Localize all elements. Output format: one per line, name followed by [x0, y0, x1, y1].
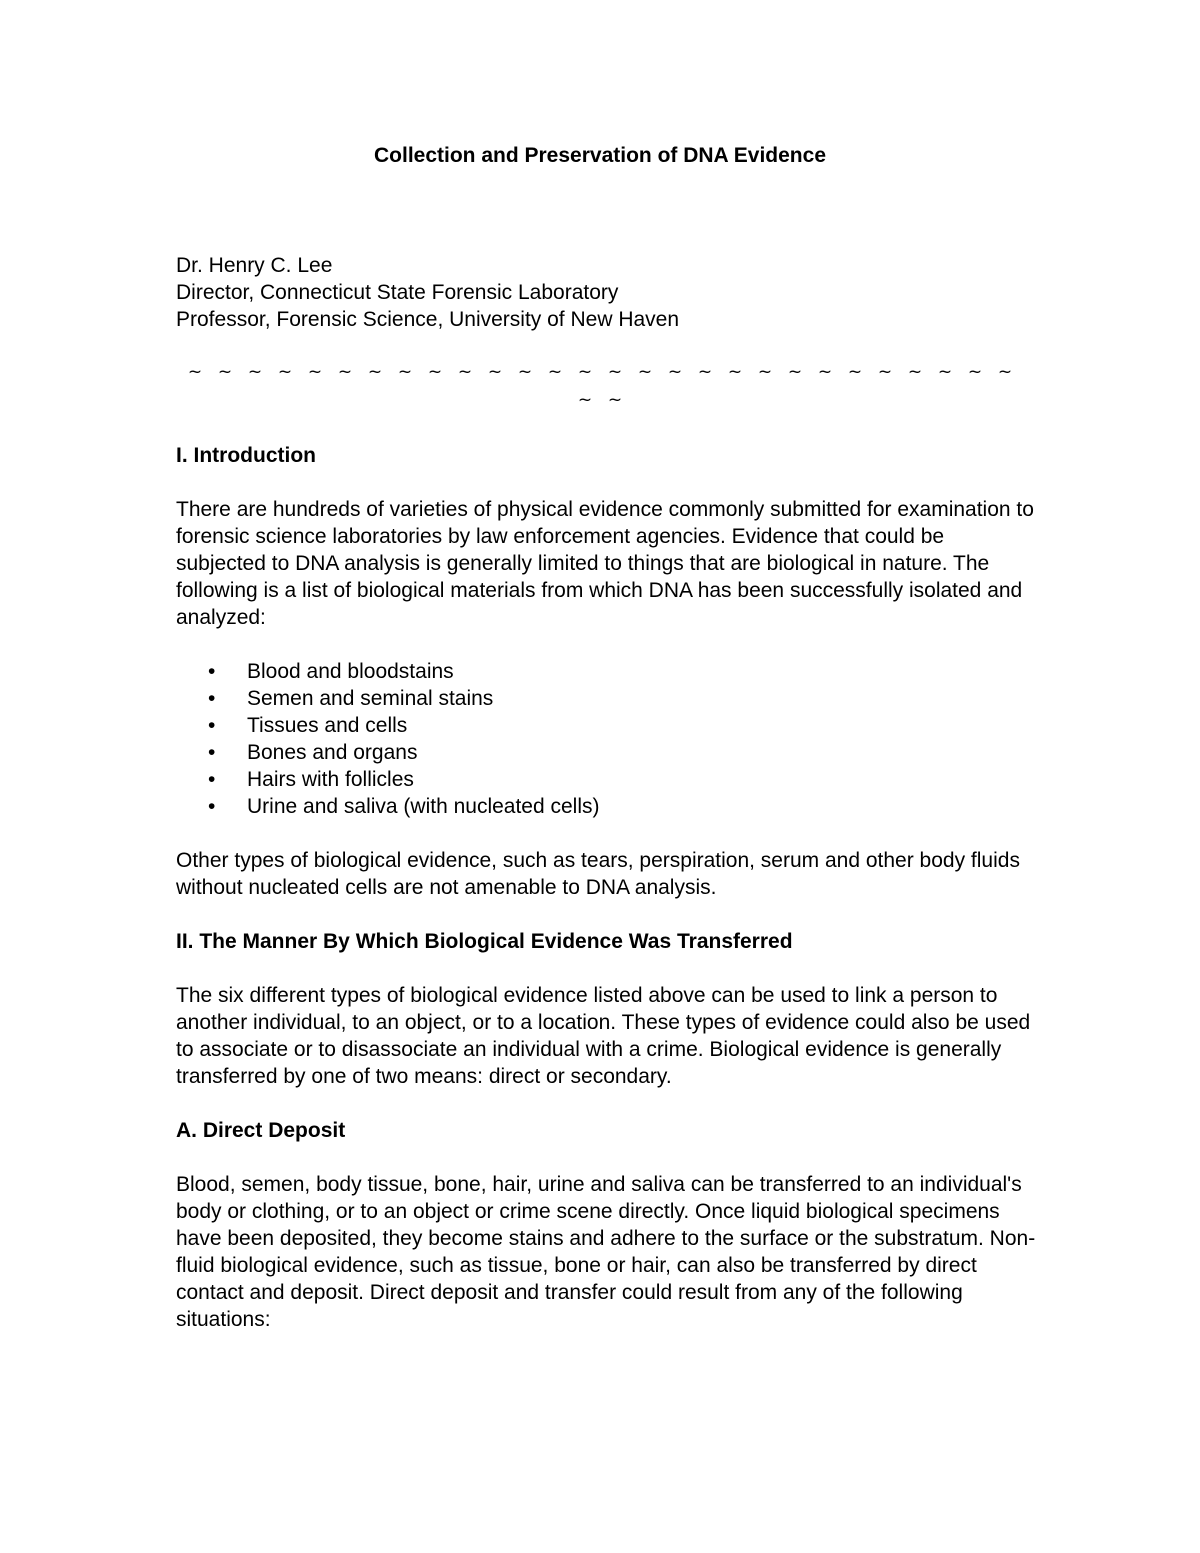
- ornament-glyph-icon: ~: [457, 362, 473, 382]
- ornament-glyph-icon: ~: [427, 362, 443, 382]
- ornament-glyph-icon: ~: [937, 362, 953, 382]
- section-heading-direct-deposit: A. Direct Deposit: [176, 1119, 346, 1142]
- section-heading-introduction: I. Introduction: [176, 444, 316, 467]
- ornament-glyph-icon: ~: [277, 362, 293, 382]
- ornament-glyph-icon: ~: [367, 362, 383, 382]
- ornament-glyph-icon: ~: [877, 362, 893, 382]
- biological-materials-list: [176, 658, 1036, 820]
- decorative-divider: [176, 358, 1024, 414]
- author-block: [176, 252, 679, 333]
- document-body: [176, 442, 1036, 1360]
- document-title: Collection and Preservation of DNA Evidence: [374, 144, 826, 167]
- intro-paragraph-2: Other types of biological evidence, such as tears, perspiration, serum and other body fluids without nucleated cells are not amenable to DNA analysis.: [176, 849, 1020, 899]
- list-item-text: Hairs with follicles: [247, 768, 414, 791]
- ornament-glyph-icon: ~: [487, 362, 503, 382]
- ornament-glyph-icon: ~: [847, 362, 863, 382]
- bullet-icon: •: [208, 714, 216, 737]
- ornament-glyph-icon: ~: [247, 362, 263, 382]
- ornament-glyph-icon: ~: [787, 362, 803, 382]
- author-title-1: Director, Connecticut State Forensic Laboratory: [176, 281, 619, 304]
- ornament-glyph-icon: ~: [697, 362, 713, 382]
- ornament-glyph-icon: ~: [607, 362, 623, 382]
- ornament-glyph-icon: ~: [817, 362, 833, 382]
- list-item-text: Semen and seminal stains: [247, 687, 494, 710]
- bullet-icon: •: [208, 687, 216, 710]
- list-item: [176, 793, 1036, 820]
- ornament-glyph-icon: ~: [907, 362, 923, 382]
- direct-deposit-paragraph: Blood, semen, body tissue, bone, hair, urine and saliva can be transferred to an individual's body or clothing, or to an object or crime scene directly. Once liquid biological specimens have been deposited, they become stains and adhere to the surface or the substratum. Non-fluid biological evidence, such as tissue, bone or hair, can also be transferred by direct contact and deposit. Direct deposit and transfer could result from any of the following situations:: [176, 1173, 1036, 1331]
- author-title-2: Professor, Forensic Science, University of New Haven: [176, 308, 680, 331]
- ornament-glyph-icon: ~: [337, 362, 353, 382]
- bullet-icon: •: [208, 660, 216, 683]
- bullet-icon: •: [208, 768, 216, 791]
- list-item: [176, 739, 1036, 766]
- ornament-glyph-icon: ~: [217, 362, 233, 382]
- bullet-icon: •: [208, 795, 216, 818]
- list-item: [176, 712, 1036, 739]
- ornament-glyph-icon: ~: [667, 362, 683, 382]
- ornament-glyph-icon: ~: [637, 362, 653, 382]
- section-heading-transfer: II. The Manner By Which Biological Evidence Was Transferred: [176, 930, 793, 953]
- ornament-glyph-icon: ~: [757, 362, 773, 382]
- list-item-text: Bones and organs: [247, 741, 418, 764]
- ornament-glyph-icon: ~: [607, 390, 623, 410]
- ornament-glyph-icon: ~: [997, 362, 1013, 382]
- list-item-text: Blood and bloodstains: [247, 660, 454, 683]
- ornament-glyph-icon: ~: [727, 362, 743, 382]
- author-name: Dr. Henry C. Lee: [176, 254, 333, 277]
- list-item: [176, 658, 1036, 685]
- transfer-paragraph: The six different types of biological evidence listed above can be used to link a person to another individual, to an object, or to a location. These types of evidence could also be used to associate or to disassociate an individual with a crime. Biological evidence is generally transferred by one of two means: direct or secondary.: [176, 984, 1031, 1088]
- ornament-glyph-icon: ~: [397, 362, 413, 382]
- ornament-glyph-icon: ~: [577, 390, 593, 410]
- ornament-glyph-icon: ~: [547, 362, 563, 382]
- ornament-glyph-icon: ~: [187, 362, 203, 382]
- bullet-icon: •: [208, 741, 216, 764]
- list-item-text: Tissues and cells: [247, 714, 408, 737]
- list-item: [176, 766, 1036, 793]
- list-item: [176, 685, 1036, 712]
- intro-paragraph-1: There are hundreds of varieties of physical evidence commonly submitted for examination to forensic science laboratories by law enforcement agencies. Evidence that could be subjected to DNA analysis is generally limited to things that are biological in nature. The following is a list of biological materials from which DNA has been successfully isolated and analyzed:: [176, 498, 1034, 629]
- ornament-glyph-icon: ~: [517, 362, 533, 382]
- ornament-glyph-icon: ~: [577, 362, 593, 382]
- ornament-glyph-icon: ~: [967, 362, 983, 382]
- list-item-text: Urine and saliva (with nucleated cells): [247, 795, 600, 818]
- ornament-glyph-icon: ~: [307, 362, 323, 382]
